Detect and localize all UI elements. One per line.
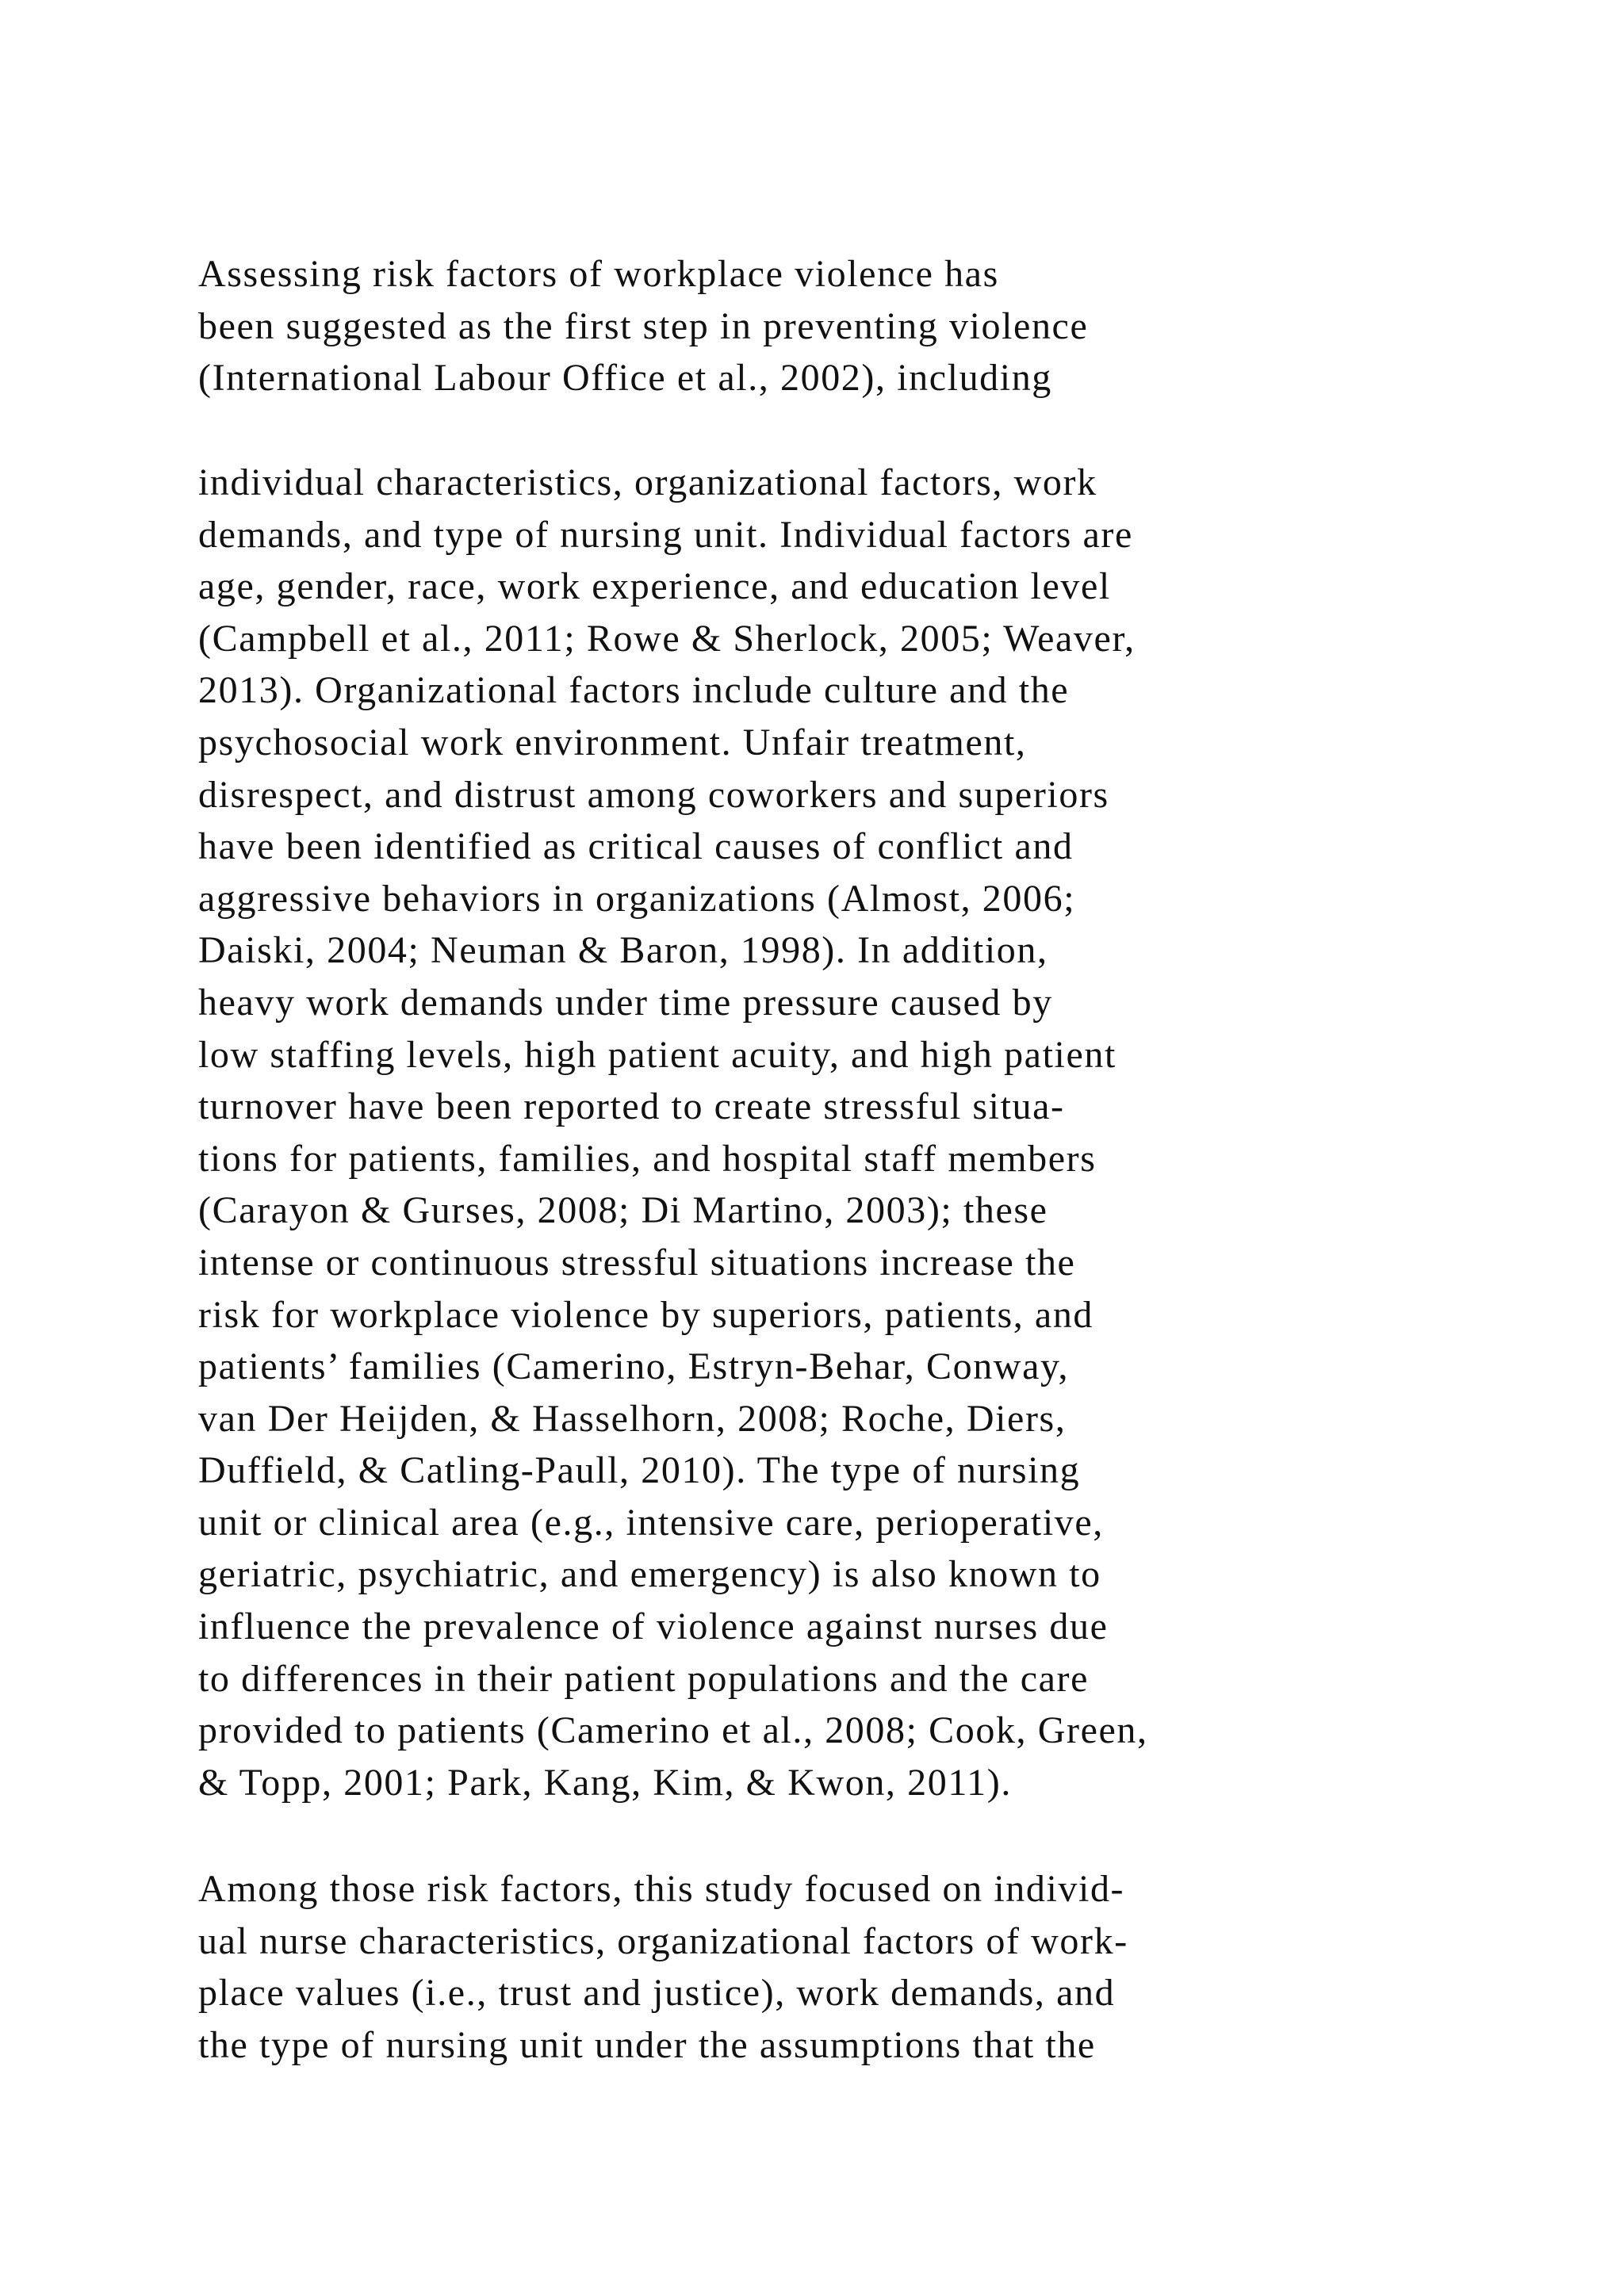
text-line: intense or continuous stressful situations increase the	[198, 1241, 1076, 1284]
text-line: (Carayon & Gurses, 2008; Di Martino, 2003); these	[198, 1189, 1048, 1232]
text-line: have been identified as critical causes of conflict and	[198, 825, 1074, 868]
text-line: Daiski, 2004; Neuman & Baron, 1998). In addition,	[198, 929, 1048, 972]
text-line: turnover have been reported to create stressful situa-	[198, 1085, 1065, 1128]
paragraph-1	[198, 248, 1546, 404]
text-line: ual nurse characteristics, organizational factors of work-	[198, 1919, 1128, 1962]
text-line: disrespect, and distrust among coworkers and superiors	[198, 773, 1109, 816]
text-line: age, gender, race, work experience, and education level	[198, 565, 1111, 608]
text-line: van Der Heijden, & Hasselhorn, 2008; Roche, Diers,	[198, 1397, 1067, 1440]
text-line: aggressive behaviors in organizations (Almost, 2006;	[198, 877, 1076, 920]
text-line: been suggested as the first step in preventing violence	[198, 304, 1089, 347]
text-line: & Topp, 2001; Park, Kang, Kim, & Kwon, 2011).	[198, 1761, 1012, 1804]
paragraph-2	[198, 457, 1546, 1808]
text-line: 2013). Organizational factors include culture and the	[198, 669, 1070, 712]
text-line: geriatric, psychiatric, and emergency) is also known to	[198, 1553, 1101, 1596]
text-line: psychosocial work environment. Unfair treatment,	[198, 721, 1027, 763]
text-line: tions for patients, families, and hospital staff members	[198, 1137, 1097, 1180]
text-line: provided to patients (Camerino et al., 2008; Cook, Green,	[198, 1709, 1148, 1752]
text-line: influence the prevalence of violence against nurses due	[198, 1605, 1109, 1648]
text-line: individual characteristics, organizational factors, work	[198, 461, 1097, 503]
text-line: place values (i.e., trust and justice), work demands, and	[198, 1972, 1116, 2015]
text-line: demands, and type of nursing unit. Individual factors are	[198, 513, 1133, 556]
text-line: risk for workplace violence by superiors, patients, and	[198, 1293, 1094, 1336]
text-line: unit or clinical area (e.g., intensive care, perioperative,	[198, 1501, 1104, 1544]
text-line: the type of nursing unit under the assumptions that the	[198, 2023, 1096, 2066]
text-line: Among those risk factors, this study focused on individ-	[198, 1868, 1125, 1910]
text-line: low staffing levels, high patient acuity, and high patient	[198, 1033, 1116, 1076]
text-line: Duffield, & Catling-Paull, 2010). The type of nursing	[198, 1449, 1081, 1492]
text-line: patients’ families (Camerino, Estryn-Behar, Conway,	[198, 1345, 1070, 1388]
paragraph-3	[198, 1863, 1546, 2071]
text-line: heavy work demands under time pressure caused by	[198, 981, 1053, 1024]
text-line: to differences in their patient populations and the care	[198, 1657, 1090, 1700]
text-line: (International Labour Office et al., 2002), including	[198, 357, 1052, 400]
text-line: Assessing risk factors of workplace violence has	[198, 253, 999, 295]
text-line: (Campbell et al., 2011; Rowe & Sherlock, 2005; Weaver,	[198, 617, 1136, 660]
